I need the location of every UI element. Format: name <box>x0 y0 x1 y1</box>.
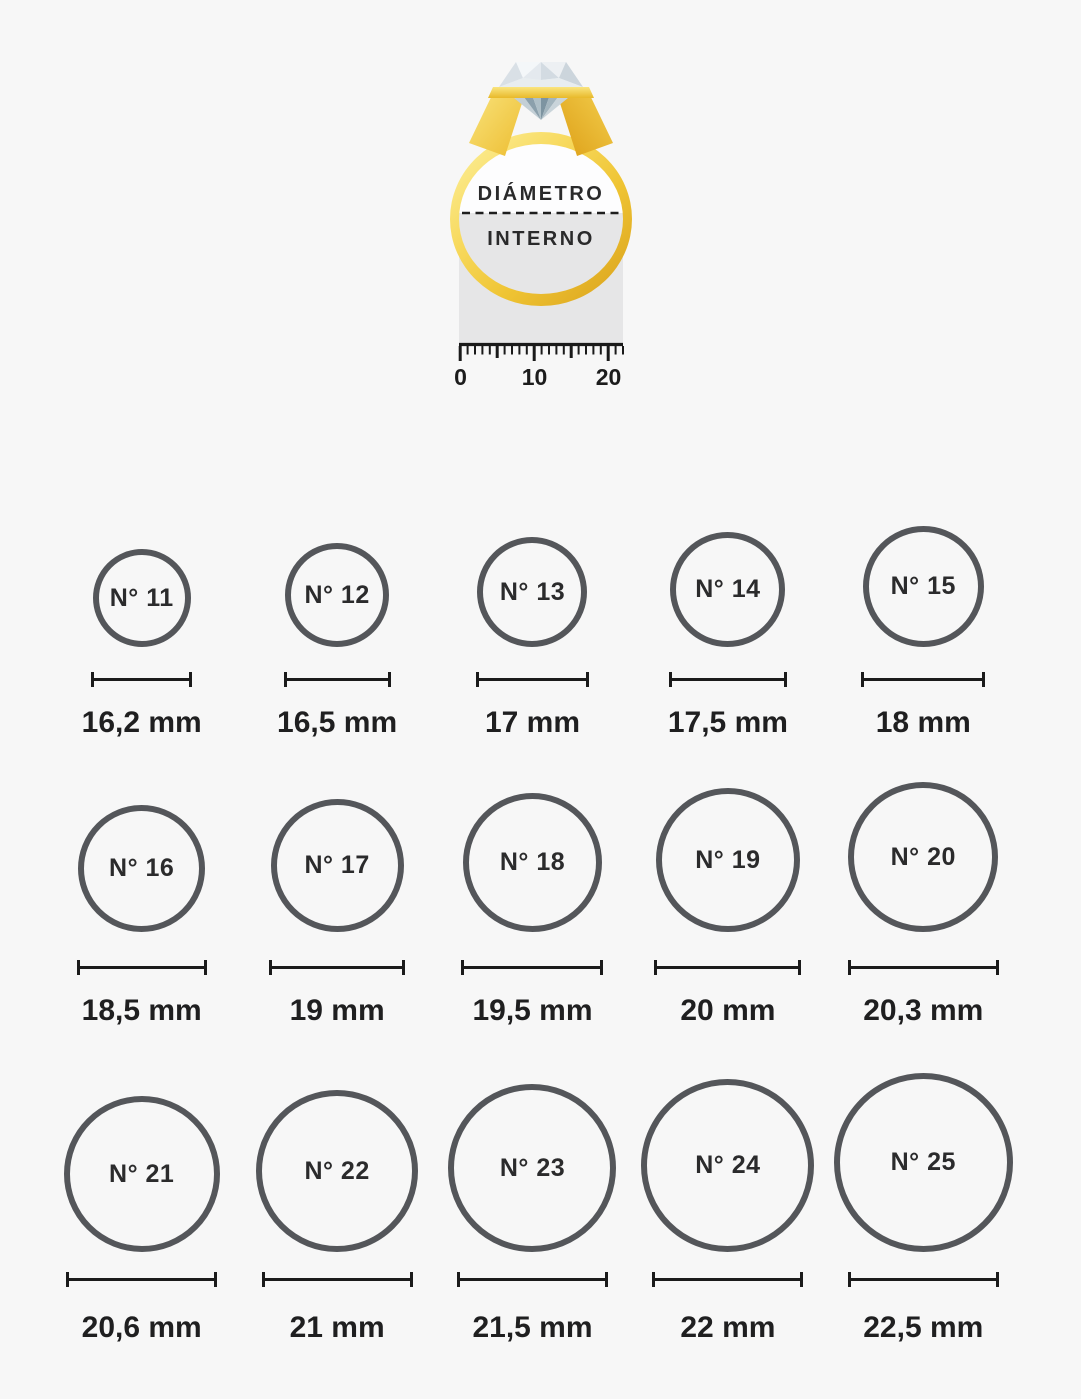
ring-label-diametro: DIÁMETRO <box>477 183 604 205</box>
diameter-mm-label: 17,5 mm <box>667 706 788 739</box>
diameter-mm-label: 19 mm <box>289 994 385 1027</box>
diameter-mm-label: 18,5 mm <box>81 994 202 1027</box>
diameter-mm-label: 22 mm <box>680 1311 776 1344</box>
ring-size-item-21 <box>44 1048 239 1399</box>
circle-area <box>863 503 984 647</box>
size-circle <box>641 1079 814 1252</box>
circle-area <box>78 748 205 932</box>
diameter-measure-line <box>654 960 801 975</box>
circle-area <box>256 1048 418 1252</box>
diameter-measure-line <box>457 1272 608 1287</box>
ring-diagram-section <box>0 48 1081 503</box>
size-circle <box>271 799 404 932</box>
circle-area <box>848 748 998 932</box>
ring-label-interno: INTERNO <box>486 228 595 250</box>
ring-size-item-22 <box>239 1048 434 1399</box>
diameter-mm-label: 16,2 mm <box>81 706 202 739</box>
ring-size-item-16 <box>44 748 239 1048</box>
ring-size-item-19 <box>630 748 825 1048</box>
diameter-mm-label: 21 mm <box>289 1311 385 1344</box>
size-circle <box>863 526 984 647</box>
diameter-measure-line <box>461 960 603 975</box>
size-circle <box>93 549 191 647</box>
diameter-measure-line <box>66 1272 217 1287</box>
size-circle <box>64 1096 220 1252</box>
size-circle <box>285 543 389 647</box>
circle-area <box>670 503 785 647</box>
diameter-measure-line <box>652 1272 803 1287</box>
size-number-label: N° 18 <box>499 848 566 876</box>
circle-area <box>285 503 389 647</box>
size-number-label: N° 11 <box>109 583 174 612</box>
size-number-label: N° 19 <box>695 845 761 874</box>
ruler-number-10: 10 <box>521 364 547 390</box>
size-number-label: N° 20 <box>890 842 956 871</box>
size-circle <box>670 532 785 647</box>
diameter-measure-line <box>476 672 589 687</box>
size-number-label: N° 12 <box>304 580 370 609</box>
size-number-label: N° 21 <box>109 1159 175 1188</box>
circle-area <box>271 748 404 932</box>
circle-area <box>93 503 191 647</box>
ruler-minor-tick-marks <box>467 346 622 355</box>
ring-size-item-13 <box>435 503 630 748</box>
circle-area <box>463 748 602 932</box>
ruler-number-0: 0 <box>453 364 467 390</box>
ring-size-item-20 <box>826 748 1021 1048</box>
circle-area <box>448 1048 616 1252</box>
size-circle <box>834 1073 1013 1252</box>
size-number-label: N° 13 <box>499 577 566 606</box>
diameter-mm-label: 20,3 mm <box>863 994 984 1027</box>
size-number-label: N° 15 <box>890 572 956 600</box>
size-circle <box>656 788 800 932</box>
circle-area <box>64 1048 220 1252</box>
ruler <box>454 345 623 391</box>
ring-size-item-23 <box>435 1048 630 1399</box>
diameter-measure-line <box>284 672 391 687</box>
diameter-mm-label: 22,5 mm <box>863 1311 984 1344</box>
size-number-label: N° 25 <box>890 1148 956 1176</box>
diameter-measure-line <box>91 672 192 687</box>
size-circle <box>463 793 602 932</box>
diameter-measure-line <box>848 960 999 975</box>
ring-size-item-25 <box>826 1048 1021 1399</box>
size-number-label: N° 17 <box>304 851 370 879</box>
diameter-mm-label: 17 mm <box>484 706 581 739</box>
size-circle <box>477 537 587 647</box>
diameter-measure-line <box>861 672 985 687</box>
diameter-mm-label: 18 mm <box>875 706 971 739</box>
size-circle <box>78 805 205 932</box>
diameter-measure-line <box>669 672 787 687</box>
diameter-mm-label: 19,5 mm <box>472 994 593 1027</box>
diameter-mm-label: 21,5 mm <box>472 1311 593 1344</box>
diameter-mm-label: 16,5 mm <box>277 706 398 739</box>
size-circle <box>448 1084 616 1252</box>
diameter-measure-line <box>269 960 405 975</box>
ruler-number-20: 20 <box>595 364 621 390</box>
ring-illustration <box>441 48 641 393</box>
diameter-mm-label: 20 mm <box>680 994 776 1027</box>
ring-size-item-24 <box>630 1048 825 1399</box>
ring-size-item-15 <box>826 503 1021 748</box>
diameter-measure-line <box>848 1272 999 1287</box>
circle-area <box>656 748 800 932</box>
size-number-label: N° 23 <box>499 1153 566 1182</box>
diameter-measure-line <box>262 1272 413 1287</box>
ring-size-item-14 <box>630 503 825 748</box>
size-circle <box>848 782 998 932</box>
diameter-mm-label: 20,6 mm <box>81 1311 202 1344</box>
ring-size-item-18 <box>435 748 630 1048</box>
circle-area <box>477 503 587 647</box>
size-number-label: N° 24 <box>695 1151 761 1179</box>
circle-area <box>641 1048 814 1252</box>
diameter-measure-line <box>77 960 207 975</box>
ring-sizes-grid <box>0 503 1081 1399</box>
ring-size-item-11 <box>44 503 239 748</box>
size-number-label: N° 16 <box>109 854 175 882</box>
ring-size-item-17 <box>239 748 434 1048</box>
size-number-label: N° 22 <box>304 1156 370 1185</box>
circle-area <box>834 1048 1013 1252</box>
ring-size-item-12 <box>239 503 434 748</box>
size-number-label: N° 14 <box>695 575 761 603</box>
size-circle <box>256 1090 418 1252</box>
